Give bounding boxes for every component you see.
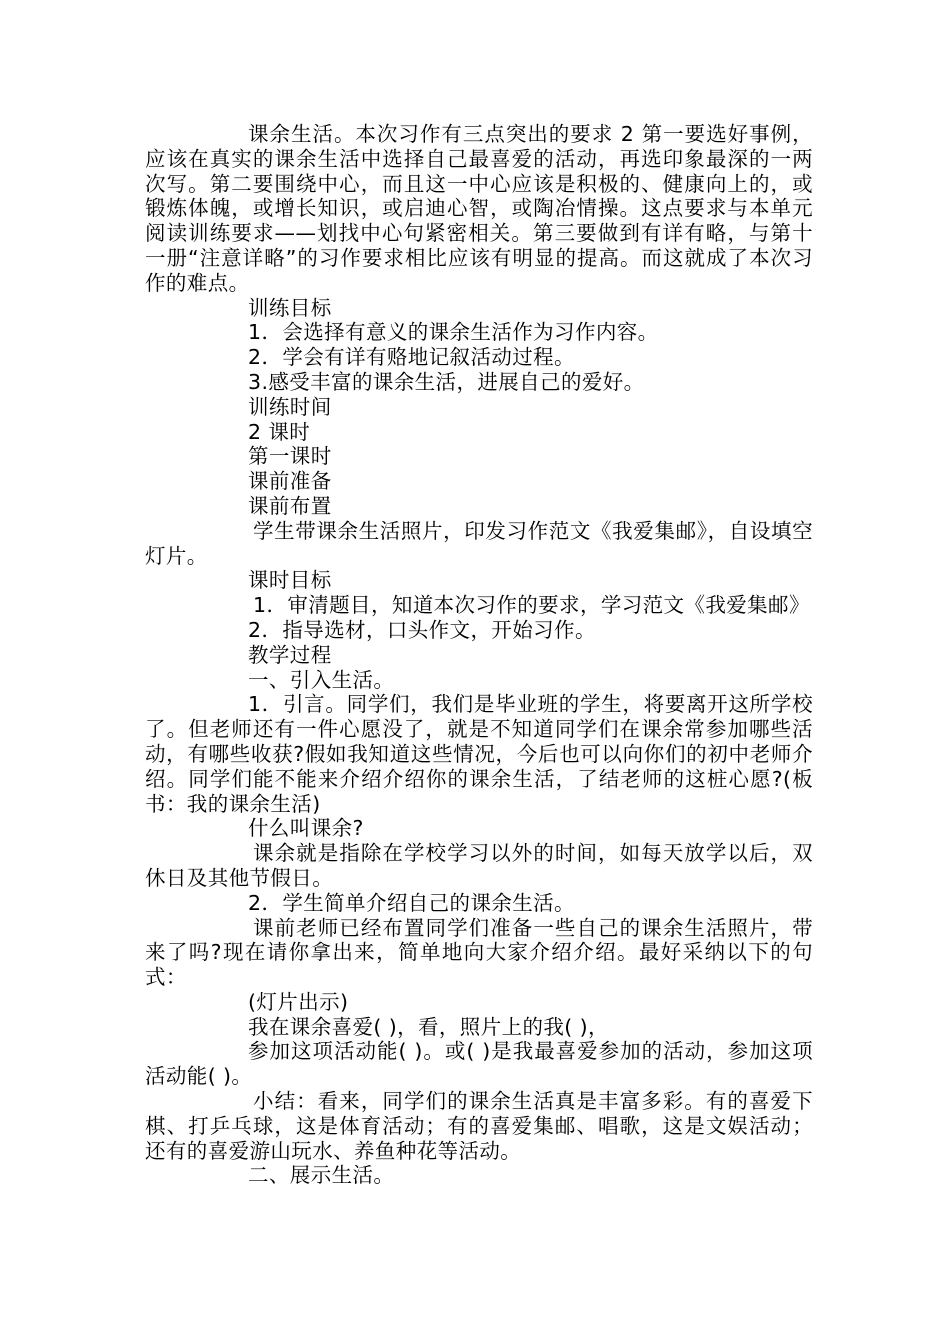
step-subheading: 2．学生简单介绍自己的课余生活。 — [248, 890, 575, 915]
document-body — [145, 122, 813, 1188]
step-heading: 一、引入生活。 — [248, 667, 395, 692]
section-heading-training-goals: 训练目标 — [248, 295, 332, 320]
sentence-template: 我在课余喜爱( )，看，照片上的我( )， — [248, 1014, 609, 1039]
body-paragraph: 1．引言。同学们，我们是毕业班的学生，将要离开这所学校了。但老师还有一件心愿没了，就是不知道同学们在课余常参加哪些活动，有哪些收获?假如我知道这些情况，今后也可以向你们的初中老师介绍。同学们能不能来介绍介绍你的课余生活，了结老师的这桩心愿?(板书：我的课余生活) — [145, 692, 813, 816]
lesson-heading: 第一课时 — [248, 444, 332, 469]
step-heading: 二、展示生活。 — [248, 1163, 395, 1188]
lesson-goal-item: 2．指导选材，口头作文，开始习作。 — [248, 617, 596, 642]
section-heading-assignment: 课前布置 — [248, 493, 332, 518]
intro-paragraph: 课余生活。本次习作有三点突出的要求 2 第一要选好事例，应该在真实的课余生活中选择自己最喜爱的活动，再选印象最深的一两次写。第二要围绕中心，而且这一中心应该是积极的、健康向上的，或锻炼体魄，或增长知识，或启迪心智，或陶冶情操。这点要求与本单元阅读训练要求——划找中心句紧密相关。第三要做到有详有略，与第十一册“注意详略”的习作要求相比应该有明显的提高。而这就成了本次习作的难点。 — [145, 122, 813, 295]
training-time-value: 2 课时 — [248, 419, 311, 444]
assignment-paragraph: 学生带课余生活照片，印发习作范文《我爱集邮》，自设填空灯片。 — [145, 518, 813, 568]
lesson-goal-item: 1．审清题目，知道本次习作的要求，学习范文《我爱集邮》 — [253, 593, 810, 618]
section-heading-preparation: 课前准备 — [248, 469, 332, 494]
body-paragraph: 课前老师已经布置同学们准备一些自己的课余生活照片，带来了吗?现在请你拿出来，简单地向大家介绍介绍。最好采纳以下的句式： — [145, 915, 813, 990]
goal-item: 3.感受丰富的课余生活，进展自己的爱好。 — [248, 369, 645, 394]
question-line: 什么叫课余? — [248, 816, 364, 841]
section-heading-process: 教学过程 — [248, 642, 332, 667]
slide-note: (灯片出示) — [248, 989, 349, 1014]
summary-paragraph: 小结：看来，同学们的课余生活真是丰富多彩。有的喜爱下棋、打乒乓球，这是体育活动；有的喜爱集邮、唱歌，这是文娱活动；还有的喜爱游山玩水、养鱼种花等活动。 — [145, 1089, 813, 1163]
section-heading-training-time: 训练时间 — [248, 394, 332, 419]
sentence-template: 参加这项活动能( )。或( )是我最喜爱参加的活动，参加这项活动能( )。 — [145, 1039, 813, 1089]
body-paragraph: 课余就是指除在学校学习以外的时间，如每天放学以后，双休日及其他节假日。 — [145, 841, 813, 890]
section-heading-lesson-goals: 课时目标 — [248, 568, 332, 593]
goal-item: 1．会选择有意义的课余生活作为习作内容。 — [248, 320, 659, 345]
goal-item: 2．学会有详有赂地记叙活动过程。 — [248, 345, 575, 370]
